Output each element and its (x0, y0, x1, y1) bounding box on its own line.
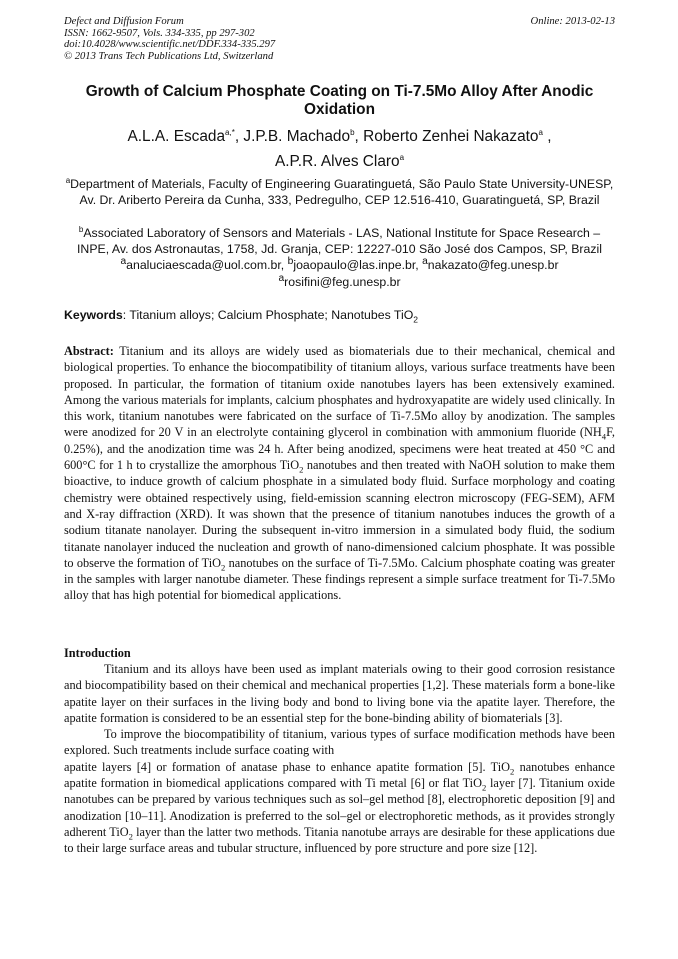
email-sup: a (278, 273, 285, 284)
affiliation-a (64, 176, 615, 208)
journal-header (64, 16, 615, 62)
subscript: 2 (510, 766, 515, 777)
author-sup: a,* (225, 127, 235, 137)
author-list: A.L.A. Escada$^{a,*}$, J.P.B. Machado$^b$, Roberto Zenhei Nakazato$^a$ , A.P.R. Alves Claro$^a$ (127, 127, 552, 170)
keywords-label: Keywords (64, 308, 123, 322)
email-sup: a (120, 256, 127, 267)
affiliation-b (64, 225, 615, 257)
email-line (64, 271, 615, 290)
affiliation-sup: b (78, 224, 84, 234)
paragraph-text: layer than the latter two methods. Titania nanotube arrays are desirable for these applications due to their large surface areas and tubular structure, influenced by pore structure and pore size [12]. (64, 824, 616, 856)
abstract (64, 343, 615, 604)
author-sup: b (350, 127, 355, 137)
affiliation-sup: a (65, 175, 71, 185)
copyright-line: © 2013 Trans Tech Publications Ltd, Switzerland (64, 50, 274, 62)
introduction-body (64, 661, 615, 857)
email-sup: a (422, 256, 428, 267)
online-date: Online: 2013-02-13 (530, 16, 615, 27)
affiliation-text: Associated Laboratory of Sensors and Materials - LAS, National Institute for Space Research – INPE, Av. dos Astronautas, 1758, Jd. Granja, CEP: 12227-010 São José dos Campos, SP, Brazil (77, 226, 602, 256)
email-sup: b (287, 256, 294, 267)
paragraph-text: nanotubes enhance apatite formation in biomedical applications compared with Ti metal [6] or flat TiO (64, 759, 616, 791)
subscript: 2 (221, 562, 226, 573)
author-sup: a (399, 152, 405, 162)
paragraph-text: apatite layers [4] or formation of anatase phase to enhance apatite formation [5]. TiO (64, 759, 510, 774)
subscript: 2 (481, 782, 487, 793)
paragraph-text: layer [7]. Titanium oxide nanotubes can be prepared by various techniques such as sol–gel method [8], electrophoretic deposition [9] and anodization [10–11]. Anodization is preferred to the sol–gel or electrophoretic methods, as it provides strongly adherent TiO (64, 776, 615, 839)
email-address: nakazato@feg.unesp.br (427, 258, 559, 273)
paragraph: To improve the biocompatibility of titanium, various types of surface modification methods have been explored. Such treatments include surface coating with (64, 727, 615, 758)
doi-line: doi:10.4028/www.scientific.net/DDF.334-335.297 (64, 39, 276, 51)
subscript: 2 (128, 831, 133, 842)
subscript: 4 (601, 431, 607, 442)
abstract-label: Abstract: (64, 344, 114, 358)
section-heading: Introduction (64, 646, 131, 660)
issn-line: ISSN: 1662-9507, Vols. 334-335, pp 297-302 (64, 27, 255, 39)
paragraph: Titanium and its alloys have been used as implant materials owing to their good corrosion resistance and biocompatibility based on their chemical and mechanical properties [1,2]. These materials form a bone-like apatite layer on their surfaces in the living body and bond to living bone via the apatite layer. Therefore, the apatite formation is considered to be an essential step for the bone-binding ability of biomaterials [3]. (64, 662, 615, 725)
author-name: A.P.R. Alves Claro (274, 153, 400, 170)
abstract-text: Titanium and its alloys are widely used as biomaterials due to their mechanical, chemical and biological properties. To enhance the biocompatibility of titanium alloys, various surface treatments have been proposed. In particular, the formation of titanium oxide nanotubes layers has been extensively examined. Among the various materials for implants, calcium phosphates and hydroxyapatite are widely used clinically. In this work, titanium nanotubes were fabricated on the surface of Ti-7.5Mo alloy by anodization. The samples were anodized for 20 V in an electrolyte containing glycerol in combination with ammonium fluoride (NH (64, 344, 615, 440)
keywords-sub: 2 (413, 314, 418, 325)
keywords (64, 307, 615, 327)
author-name: Roberto Zenhei Nakazato (363, 128, 539, 145)
email-address: analuciaescada@uol.com.br, (126, 258, 285, 273)
author-name: J.P.B. Machado (243, 128, 351, 145)
abstract-text: nanotubes on the surface of Ti-7.5Mo. Calcium phosphate coating was greater in the samples with larger nanotube diameter. These findings represent a simple surface treatment for Ti-7.5Mo alloy that has high potential for biomedical applications. (64, 555, 615, 603)
affiliation-text: Department of Materials, Faculty of Engineering Guaratinguetá, São Paulo State University-UNESP, Av. Dr. Ariberto Pereira da Cunha, 333, Pedregulho, CEP 12.516-410, Guaratinguetá, SP, Brazil (70, 177, 614, 207)
email-address: rosifini@feg.unesp.br (284, 275, 401, 290)
author-sup: a (538, 127, 543, 137)
keywords-text: : Titanium alloys; Calcium Phosphate; Nanotubes TiO (122, 308, 414, 322)
journal-name: Defect and Diffusion Forum (64, 16, 184, 27)
paragraph (64, 759, 615, 857)
abstract-text: nanotubes and then treated with NaOH solution to make them bioactive, to induce growth of calcium phosphate in a simulated body fluid. Surface morphology and coating chemistry were obtained respectively using, field-emission scanning electron microscopy (FEG-SEM), AFM and X-ray diffraction (XRD). It was shown that the presence of titanium nanotubes induces the growth of a sodium titanate nanolayer. During the subsequent in-vitro immersion in a simulated body fluid, the sodium titanate nanolayer induced the nucleation and growth of nano-dimensioned calcium phosphate. It was possible to observe the formation of TiO (64, 458, 615, 570)
abstract-text: F, 0.25%), and the anodization time was 24 h. After being anodized, specimens were heat treated at 450 °C and 600°C for 1 h to crystallize the amorphous TiO (64, 425, 615, 473)
subscript: 2 (299, 464, 304, 475)
author-name: A.L.A. Escada (127, 128, 226, 145)
email-address: joaopaulo@las.inpe.br, (293, 258, 419, 273)
paper-title: Growth of Calcium Phosphate Coating on Ti-7.5Mo Alloy After Anodic Oxidation (85, 83, 594, 118)
